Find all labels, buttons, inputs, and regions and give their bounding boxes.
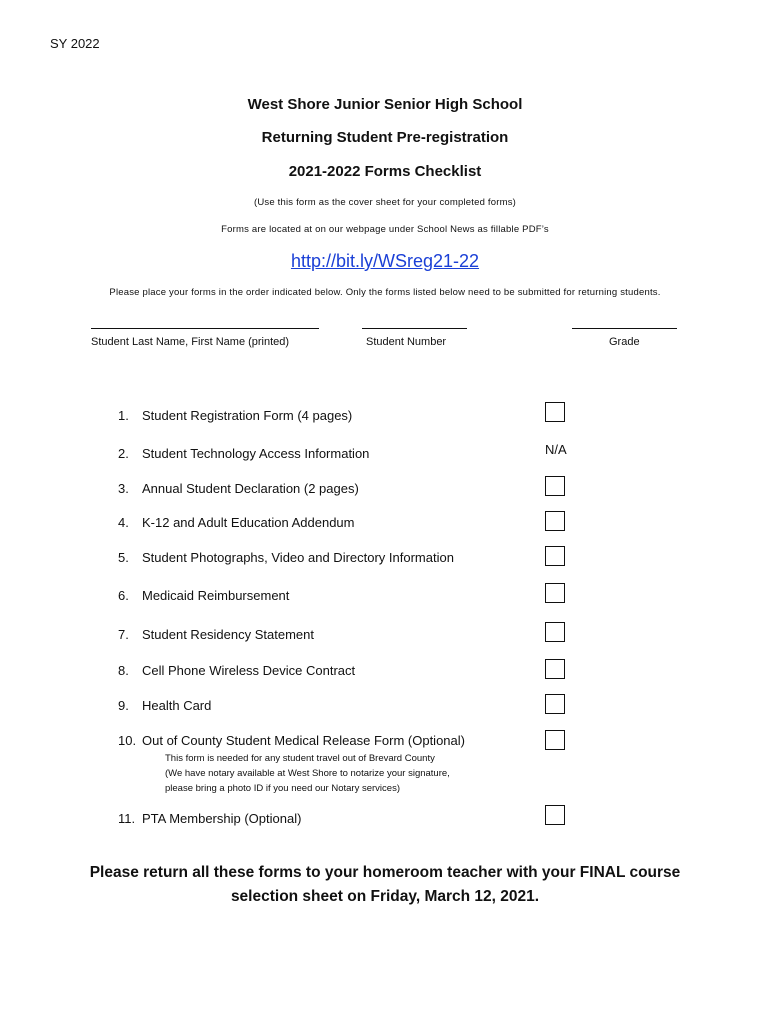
school-year-label: SY 2022 [50, 36, 100, 51]
item-number: 9. [118, 698, 129, 713]
list-item-7 [118, 627, 314, 642]
item-label: Student Registration Form (4 pages) [142, 408, 353, 423]
form10-note-line3: please bring a photo ID if you need our Notary services) [165, 783, 400, 794]
checkbox-item-7[interactable] [545, 622, 565, 642]
item-label: PTA Membership (Optional) [142, 811, 302, 826]
item-label: Student Photographs, Video and Directory Information [142, 550, 454, 565]
checklist-title: 2021-2022 Forms Checklist [288, 163, 482, 180]
item-number: 8. [118, 663, 129, 678]
item-label: K-12 and Adult Education Addendum [142, 515, 355, 530]
checkbox-item-11[interactable] [545, 805, 565, 825]
item-label: Student Technology Access Information [142, 446, 370, 461]
item-number: 3. [118, 481, 129, 496]
order-instructions: Please place your forms in the order indicated below. Only the forms listed below need to be submitted for returning students. [109, 287, 661, 298]
list-item-1 [118, 408, 352, 423]
checkbox-item-3[interactable] [545, 476, 565, 496]
checkbox-item-4[interactable] [545, 511, 565, 531]
list-item-4 [118, 515, 355, 530]
item-number: 6. [118, 588, 129, 603]
checkbox-item-9[interactable] [545, 694, 565, 714]
item-label: Cell Phone Wireless Device Contract [142, 663, 356, 678]
checkbox-item-6[interactable] [545, 583, 565, 603]
preregistration-subtitle: Returning Student Pre-registration [261, 129, 509, 146]
item-label: Student Residency Statement [142, 627, 314, 642]
checkbox-item-5[interactable] [545, 546, 565, 566]
cover-sheet-note: (Use this form as the cover sheet for your completed forms) [253, 197, 517, 208]
grade-line[interactable] [572, 328, 677, 329]
student-number-line[interactable] [362, 328, 467, 329]
student-number-label: Student Number [366, 336, 447, 348]
item-number: 10. [118, 733, 137, 748]
return-instructions-line2: selection sheet on Friday, March 12, 2021. [230, 888, 540, 905]
list-item-5 [118, 550, 454, 565]
item-number: 4. [118, 515, 129, 530]
item-number: 1. [118, 408, 129, 423]
checkbox-item-8[interactable] [545, 659, 565, 679]
item-number: 2. [118, 446, 129, 461]
form10-note-line2: (We have notary available at West Shore to notarize your signature, [165, 768, 450, 779]
form10-note-line1: This form is needed for any student travel out of Brevard County [165, 753, 435, 764]
student-name-line[interactable] [91, 328, 319, 329]
item-label: Annual Student Declaration (2 pages) [142, 481, 359, 496]
item-label: Health Card [142, 698, 212, 713]
item-number: 11. [118, 811, 136, 826]
forms-location-note: Forms are located at on our webpage under School News as fillable PDF’s [221, 224, 549, 235]
list-item-10 [118, 733, 465, 748]
list-item-11 [118, 811, 301, 826]
list-item-3 [118, 481, 359, 496]
item-label: Out of County Student Medical Release Form (Optional) [142, 733, 465, 748]
checkbox-item-1[interactable] [545, 402, 565, 422]
checkbox-item-10[interactable] [545, 730, 565, 750]
student-name-label: Student Last Name, First Name (printed) [91, 336, 290, 348]
form10-note [165, 751, 525, 796]
registration-link[interactable]: http://bit.ly/WSreg21-22 [290, 251, 480, 271]
return-instructions [40, 861, 730, 909]
item-number: 5. [118, 550, 129, 565]
list-item-9 [118, 698, 211, 713]
na-status-item-2: N/A [545, 442, 567, 457]
school-name-title: West Shore Junior Senior High School [247, 96, 523, 113]
item-label: Medicaid Reimbursement [142, 588, 290, 603]
grade-label: Grade [609, 336, 640, 348]
list-item-2 [118, 446, 369, 461]
item-number: 7. [118, 627, 129, 642]
return-instructions-line1: Please return all these forms to your homeroom teacher with your FINAL course [89, 864, 681, 881]
list-item-6 [118, 588, 289, 603]
list-item-8 [118, 663, 355, 678]
